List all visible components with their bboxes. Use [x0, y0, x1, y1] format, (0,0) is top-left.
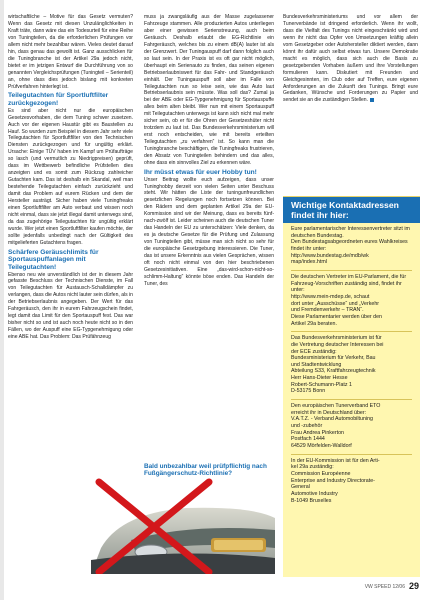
column1-body1: Es sind aber nicht nur die europäischen Gesetzesvorhaben, die dem Tuning schwer zusetzen. Auch vor der eigenen Haustür gibt es Baustellen zu Hauf. So wurden zum Beispiel in diesem Jahr sehr viele Teilegutachten für Sportluftfilter von den Technischen Diensten zurückgezogen und für ungültig erklärt. Ursache: Einige TÜV haben im Kampf um Prüfaufträge so lasch (und vermutlich zu Niedrigpreisen) geprüft, dass im Wettbewerb befindliche Prüfstellen dies anzeigten und es somit zum Rückzug zahlreicher Gutachten kam. Das ist deshalb ein Skandal, weil man bestehende Teilegutachten einfach zurückzieht und damit das Problem auf eurem Rücken und dem der Hersteller austrägt. Sicher haben viele Tuningfreaks einen Sportluftfilter am Auto verbaut und wissen noch nicht einmal, dass sie jetzt illegal damit unterwegs sind, da das zugehörige Teilegutachten für ungültig erklärt wurde. Wer jetzt einen Sportluftfilter kaufen möchte, der sollte jedenfalls unbedingt nach der Gültigkeit des mitgelieferten Gutachtens fragen.: [8, 107, 133, 246]
car-front-photo: [91, 478, 275, 574]
infobox-line: D-53175 Bonn: [291, 388, 326, 395]
contact-infobox: [283, 196, 420, 577]
article-column-1: [8, 14, 133, 341]
infobox-line: Den europäischen Tunerverband ETO: [291, 403, 381, 410]
infobox-link[interactable]: http://www.bundestag.de/mdb/wk: [291, 252, 369, 259]
infobox-line: General: [291, 484, 310, 491]
infobox-line: B-1049 Bruxelles: [291, 497, 332, 504]
article-column-2: [144, 14, 274, 288]
photo-caption: Bald unbezahlbar weil prüfpflichtig nach Fußgängerschutz-Richtlinie?: [144, 463, 267, 478]
infobox-line: Postfach 1444: [291, 436, 325, 443]
infobox-link[interactable]: map/index.html: [291, 259, 327, 266]
infobox-line: und Fremdenverkehr – TRAN“.: [291, 307, 364, 314]
infobox-line: und -zubehör: [291, 423, 323, 430]
infobox-line: Robert-Schumann-Platz 1: [291, 381, 352, 388]
infobox-entries: [283, 223, 420, 504]
infobox-line: die Vertretung deutscher Interessen bei: [291, 341, 384, 348]
infobox-link[interactable]: http://www.mein-mdep.de, schaut: [291, 293, 370, 300]
infobox-line: und Stadtentwicklung: [291, 361, 342, 368]
infobox-entry-eu-kommission: [291, 454, 412, 505]
infobox-line: Herr Hans-Dieter Hesse: [291, 375, 348, 382]
page-gutter: [0, 0, 4, 600]
infobox-title: Wichtige Kontaktadressen findet ihr hier:: [283, 197, 420, 223]
infobox-entry-eto: [291, 399, 412, 450]
column2-body1: muss ja zwangsläufig aus der Masse zugelassener Fahrzeuge stammen. Alle produzierten Autos unterliegen aber einer gewissen Serienstreuung, auch beim Geräusch. Deshalb erlaubt die EG-Richtlinie ein Fahrgeräusch, welches bis zu einem dB(A) lauter ist als der Grenzwert. Der Tuningauspuff darf dann folglich auch so laut sein. In der Praxis ist es oft gar nicht möglich, überhaupt ein Serienauto zu finden, das seinen eigenen Betriebserlaubniswert für das Fahr- und Standgeräusch einhält. Der Tuningauspuff soll aber im Falle von Teilegutachten nun so leise sein, wie das Auto laut Betriebserlaubnis sein müsste. Was soll das? Zumal ja bei der ABE oder EG-Typgenehmigung für Sportauspuffe alles beim alten bleibt. Wer nun mit einem Sportauspuff mit Teilegutachten unterwegs ist kann sich nicht mal mehr sicher sein, ob er für die Ohren der Gesetzeshüter nicht trotzdem zu laut ist. Das Bundesverkehrsministerium will erst noch entscheiden, wie mit bereits erteilten Teilegutachten „zu verfahren“ ist. So kann man die Tuningbranche beschäftigen, die Tuningfreaks frustrieren, den Absatz von Tuningteilen behindern und das alles, ohne dass ein sinnvolles Ziel zu erkennen wäre.: [144, 14, 274, 167]
infobox-line: Commission Européenne: [291, 471, 351, 477]
column1-intro: wirtschaftliche – Motive für das Gesetz vermuten? Wenn das Gesetz mit diesen Unzulänglichkeiten in Kraft träte, dann wäre das ein Todesurteil für eine Reihe von Tuningteilen, da die erforderlichen Prüfungen vor allem nicht mehr bezahlbar wären. Vieles deutet darauf hin, dass genau das gewollt ist. Ganz ausschlicken für die Tuningbranche ist der Artikel 29a jedoch nicht, bietet er im jetzigen Entwurf die Durchführung von so genannten Vergleichsprüfungen (Tuningteil – Serienteil) an, ohne dass dies jedoch bislang mit konkreten Prüfverfahren hinterlegt ist.: [8, 14, 133, 90]
infobox-entry-ministerium: [291, 331, 412, 395]
column1-body2: Ebenso neu wie unverständlich ist der in diesem Jahr gefasste Beschluss der Technischen Dienste, im Fall von Teilegutachten für Austausch-Schalldämpfer zu verlangen, dass die Autos nicht lauter sein dürfen, als in der Betriebserlaubnis angegeben. Der Wert für das Fahrgeräusch, den ihr in eurem Fahrzeugschein findet, legt damit das Limit für den Sportauspuff fest. Das war bisher nicht so und ist auch noch heute nicht so in den Fällen, wo der Auspuff eine EG-Typgenehmigung oder eine ABE hat. Das Problem: Das Prüfähnzeug: [8, 271, 133, 341]
infobox-line: dort unter „Ausschüsse“ und „Verkehr: [291, 300, 380, 307]
infobox-line: Bundesministerium für Verkehr, Bau: [291, 355, 376, 362]
infobox-line: erreicht ihr in Deutschland über:: [291, 409, 367, 416]
infobox-line: Eure parlamentarischer Interessenvertreter sitzt im deutschen Bundestag.: [291, 226, 410, 239]
heading-hobby: Ihr müsst etwas für euer Hobby tun!: [144, 168, 257, 176]
infobox-line: der ECE zuständig:: [291, 348, 337, 355]
infobox-line: Abteilung S33, Kraftfahrzeugtechnik: [291, 368, 376, 375]
infobox-line: Das Bundesverkehrsministerium ist für: [291, 335, 382, 342]
infobox-line: V.A.T.Z. - Verband Automobiltuning: [291, 416, 373, 423]
article-column-3: [283, 14, 418, 104]
page-footer: [365, 581, 419, 591]
infobox-line: Enterprise and Industry Directorate-: [291, 477, 375, 484]
infobox-line: kel 29a zuständig:: [291, 464, 334, 471]
infobox-line: Automotive Industry: [291, 490, 338, 497]
infobox-entry-bundestag: [291, 226, 412, 266]
article-end-mark: [370, 98, 374, 102]
infobox-line: Die deutschen Vertreter im EU-Parlament, die für Fahrzeug-Vorschriften zuständig sind, findet ihr unter:: [291, 273, 407, 294]
infobox-line: Diese Parlamentarier werden über den: [291, 313, 382, 320]
page-number: 29: [408, 581, 419, 591]
infobox-line: Artikel 29a beraten.: [291, 320, 337, 327]
heading-sportluftfilter: Teilegutachten für Sportluftfilter zurückgezogen!: [8, 92, 109, 108]
column3-body: Bundesverkehrsministeriums und vor allem der Tunerverbände ist dringend erforderlich. Wenn ihr wollt, dass die Vielfalt des Tunings nicht eingeschränkt wird und wenn ihr nicht das Opfer von Umsetzungen kräftig allein vom Gesetzgeber oder Autohersteller diktiert werden, dann könnt ihr dafür auch selbst etwas tun. Unsere Demokratie macht es möglich, dass sich auch die Basis zu gesetzgebenden Vorhaben äußern und ihre Vorstellungen formulieren kann. Diskutiert mit Freunden und Gleichgesinnten, im Club oder auf Treffen, eure eigenen Anforderungen an die Zukunft des Tunings. Bringt eure Gedanken, Wünsche und Forderungen zu Papier und sendet sie an die zuständigen Stellen.: [283, 14, 418, 104]
infobox-line: In der EU-Kommission ist für den Arti-: [291, 457, 380, 464]
heading-geraeuschlimits: Schärfere Geräuschlimits für Sportauspuffanlagen mit Teilegutachten!: [8, 248, 99, 271]
infobox-entry-eu-parlament: [291, 270, 412, 327]
column2-body2: Unser Beitrag wollte euch aufzeigen, dass unser Tuninghobby derzeit von vielen Seiten unter Beschuss steht. Wir hätten die Liste der tuningunfreundlichen gesetzlichen Regelungen noch fortsetzen können. Bei den Rädern und dem geplanten Artikel 29a der EU-Kommission sind wir der Meinung, dass es bereits fünf-nach-zwölf ist. Leider scheinen auch die deutschen Tuner das Handeln der EU zu unterschätzen: Viele denken, da es ja deutsche Gesetze für die Prüfung und Zulassung von Tuningteilen gibt, müsse man sich nicht so sehr für die europäische Gesetzgebung interessieren. Die Tuner, das ist unsere Erkenntnis aus vielen Gesprächen, wissen oft noch nicht einmal von den hier beschriebenen Gesetzesinitiativen. Eine „das-wird-schon-nicht-so-schlimm-Haltung“ könnte böse enden. Das Handeln der Tuner, des: [144, 176, 274, 287]
infobox-line: Frau Andrea Pinkerton: [291, 429, 344, 436]
magazine-issue: VW SPEED 12/06: [364, 584, 405, 590]
infobox-line: Den Bundestagsabgeordneten eures Wahlkreises findet ihr unter:: [291, 239, 408, 252]
infobox-line: 64529 Mörfelden-Walldorf: [291, 443, 352, 450]
